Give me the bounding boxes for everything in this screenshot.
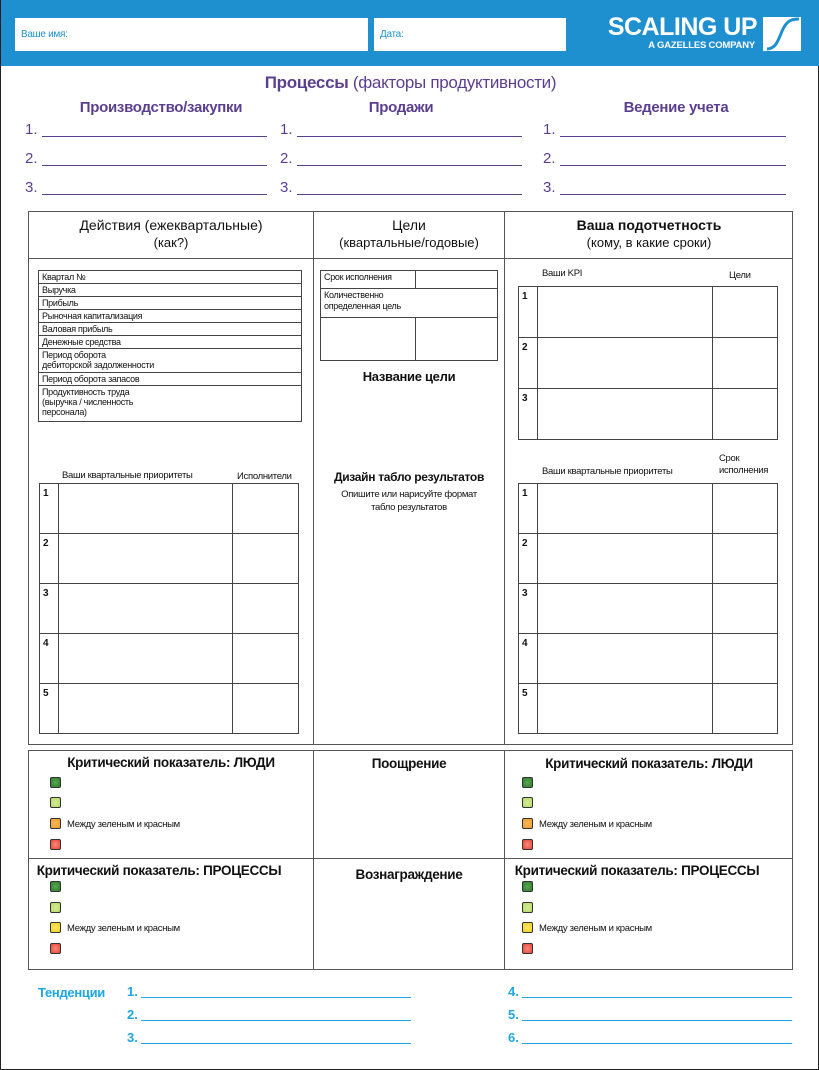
status-red-icon[interactable] [50, 839, 61, 850]
row-number: 1 [519, 484, 538, 534]
metric-row [39, 310, 302, 323]
trend-line[interactable]: 3. [127, 1029, 411, 1045]
row-number: 2 [519, 338, 538, 389]
processes-col-production: Производство/закупки [79, 99, 243, 116]
trends-title: Тенденции [38, 985, 105, 1000]
owners-header: Исполнители [237, 471, 292, 482]
column-divider [313, 750, 314, 970]
process-line[interactable]: 2. [280, 151, 522, 167]
row-number: 4 [519, 634, 538, 684]
recognition-title: Вознаграждение [355, 867, 463, 882]
metric-row [39, 373, 302, 386]
critical-people-title-right: Критический показатель: ЛЮДИ [545, 756, 753, 771]
quantified-goal-label: Количественно определенная цель [321, 289, 498, 318]
row-number: 4 [40, 634, 59, 684]
column-divider [504, 211, 505, 745]
goal-value-cell[interactable] [321, 318, 416, 361]
reward-title: Поощрение [371, 756, 447, 771]
entry-cell[interactable] [538, 634, 713, 684]
status-yellow-icon[interactable] [522, 922, 533, 933]
entry-cell[interactable] [538, 684, 713, 734]
between-label: Между зеленым и красным [67, 819, 180, 830]
goals-header: Цели (квартальные/годовые) [339, 217, 479, 250]
metric-row [39, 349, 302, 373]
entry-cell[interactable] [538, 534, 713, 584]
name-field[interactable] [15, 18, 368, 51]
status-light-green-icon[interactable] [522, 902, 533, 913]
status-yellow-icon[interactable] [50, 922, 61, 933]
entry-cell[interactable] [59, 534, 233, 584]
entry-cell[interactable] [233, 684, 299, 734]
metric-row [39, 297, 302, 310]
right-priorities-table [518, 483, 778, 734]
process-line[interactable]: 3. [543, 180, 786, 196]
status-dark-green-icon[interactable] [50, 777, 61, 788]
critical-numbers-box [28, 750, 793, 970]
processes-col-sales: Продажи [368, 99, 434, 116]
entry-cell[interactable] [713, 534, 778, 584]
status-red-icon[interactable] [50, 943, 61, 954]
process-line[interactable]: 2. [543, 151, 786, 167]
critical-people-title-left: Критический показатель: ЛЮДИ [67, 755, 275, 770]
metric-row [39, 336, 302, 349]
priority-row [40, 484, 299, 534]
priorities-header: Ваши квартальные приоритеты [62, 470, 193, 481]
trend-line[interactable]: 5. [508, 1006, 792, 1022]
metric-label[interactable]: Продуктивность труда (выручка / численность персонала) [39, 386, 302, 422]
metric-label[interactable]: Прибыль [39, 297, 302, 310]
entry-cell[interactable] [538, 484, 713, 534]
row-number: 3 [519, 584, 538, 634]
kpi-row [519, 287, 778, 338]
entry-cell[interactable] [538, 338, 713, 389]
process-line[interactable]: 2. [25, 151, 267, 167]
entry-cell[interactable] [59, 684, 233, 734]
priority-row [519, 484, 778, 534]
process-line[interactable]: 1. [25, 122, 267, 138]
entry-cell[interactable] [233, 534, 299, 584]
trend-line[interactable]: 4. [508, 983, 792, 999]
scoreboard-instructions: Опишите или нарисуйте формат табло результатов [341, 489, 477, 513]
kpi-table [518, 286, 778, 440]
logo-mark-icon [761, 15, 803, 53]
entry-cell[interactable] [713, 338, 778, 389]
kpi-goals-header: Цели [729, 270, 751, 281]
process-line[interactable]: 1. [280, 122, 522, 138]
header-bar [1, 0, 819, 66]
critical-process-title-left: Критический показатель: ПРОЦЕССЫ [36, 863, 282, 878]
process-line[interactable]: 3. [25, 180, 267, 196]
process-line[interactable]: 1. [543, 122, 786, 138]
logo-subtitle: A GAZELLES COMPANY [648, 40, 755, 51]
status-dark-green-icon[interactable] [50, 881, 61, 892]
metric-row [39, 271, 302, 284]
priority-row [519, 684, 778, 734]
priority-row [519, 634, 778, 684]
metric-row [39, 284, 302, 297]
row-number: 1 [519, 287, 538, 338]
row-number: 3 [519, 389, 538, 440]
kpi-row [519, 338, 778, 389]
trend-line[interactable]: 6. [508, 1029, 792, 1045]
scaling-up-logo [607, 13, 811, 55]
goal-table [320, 270, 498, 361]
status-light-green-icon[interactable] [50, 902, 61, 913]
priority-row [519, 584, 778, 634]
trend-line[interactable]: 2. [127, 1006, 411, 1022]
metric-label[interactable]: Рыночная капитализация [39, 310, 302, 323]
kpi-header: Ваши KPI [542, 268, 583, 279]
priority-row [40, 534, 299, 584]
between-label: Между зеленым и красным [539, 923, 652, 934]
goal-value-cell[interactable] [416, 318, 498, 361]
metric-label[interactable]: Валовая прибыль [39, 323, 302, 336]
right-deadline-header: Срок исполнения [719, 453, 769, 476]
critical-process-title-right: Критический показатель: ПРОЦЕССЫ [514, 863, 760, 878]
processes-col-accounting: Ведение учета [623, 99, 729, 116]
status-orange-icon[interactable] [50, 818, 61, 829]
entry-cell[interactable] [713, 484, 778, 534]
metric-label[interactable]: Период оборота запасов [39, 373, 302, 386]
priority-row [40, 684, 299, 734]
name-label: Ваше имя: [21, 29, 68, 40]
quarterly-priorities-table [39, 483, 299, 734]
metrics-table [38, 270, 302, 422]
between-label: Между зеленым и красным [67, 923, 180, 934]
entry-cell[interactable] [233, 484, 299, 534]
entry-cell[interactable] [713, 584, 778, 634]
date-label: Дата: [380, 29, 404, 40]
status-dark-green-icon[interactable] [522, 881, 533, 892]
accountability-header: Ваша подотчетность (кому, в какие сроки) [576, 217, 722, 250]
goal-name-title: Название цели [362, 369, 456, 384]
entry-cell[interactable] [59, 634, 233, 684]
row-number: 1 [40, 484, 59, 534]
logo-title: SCALING UP [607, 13, 757, 41]
deadline-label: Срок исполнения [321, 271, 416, 289]
process-line[interactable]: 3. [280, 180, 522, 196]
entry-cell[interactable] [538, 287, 713, 338]
entry-cell[interactable] [538, 389, 713, 440]
status-red-icon[interactable] [522, 943, 533, 954]
status-light-green-icon[interactable] [522, 797, 533, 808]
metric-label[interactable]: Квартал № [39, 271, 302, 284]
row-divider [28, 858, 793, 859]
entry-cell[interactable] [713, 634, 778, 684]
entry-cell[interactable] [538, 584, 713, 634]
priority-row [40, 584, 299, 634]
entry-cell[interactable] [59, 484, 233, 534]
scoreboard-title: Дизайн табло результатов [333, 470, 485, 484]
deadline-value[interactable] [416, 271, 498, 289]
actions-header: Действия (ежеквартальные) (как?) [79, 217, 263, 250]
metric-label[interactable]: Денежные средства [39, 336, 302, 349]
entry-cell[interactable] [233, 584, 299, 634]
status-red-icon[interactable] [522, 839, 533, 850]
priority-row [40, 634, 299, 684]
kpi-row [519, 389, 778, 440]
entry-cell[interactable] [233, 634, 299, 684]
between-label: Между зеленым и красным [539, 819, 652, 830]
priority-row [519, 534, 778, 584]
metric-row [39, 323, 302, 336]
row-number: 5 [40, 684, 59, 734]
row-number: 2 [519, 534, 538, 584]
column-divider [504, 750, 505, 970]
status-light-green-icon[interactable] [50, 797, 61, 808]
header-divider [28, 258, 793, 259]
status-orange-icon[interactable] [522, 818, 533, 829]
entry-cell[interactable] [713, 287, 778, 338]
entry-cell[interactable] [713, 684, 778, 734]
row-number: 3 [40, 584, 59, 634]
entry-cell[interactable] [713, 389, 778, 440]
row-number: 2 [40, 534, 59, 584]
metric-label[interactable]: Период оборота дебиторской задолженности [39, 349, 302, 373]
metric-label[interactable]: Выручка [39, 284, 302, 297]
date-field[interactable] [374, 18, 566, 51]
status-dark-green-icon[interactable] [522, 777, 533, 788]
entry-cell[interactable] [59, 584, 233, 634]
trend-line[interactable]: 1. [127, 983, 411, 999]
right-priorities-header: Ваши квартальные приоритеты [542, 466, 673, 477]
processes-title: Процессы (факторы продуктивности) [264, 73, 557, 92]
row-number: 5 [519, 684, 538, 734]
metric-row [39, 386, 302, 422]
